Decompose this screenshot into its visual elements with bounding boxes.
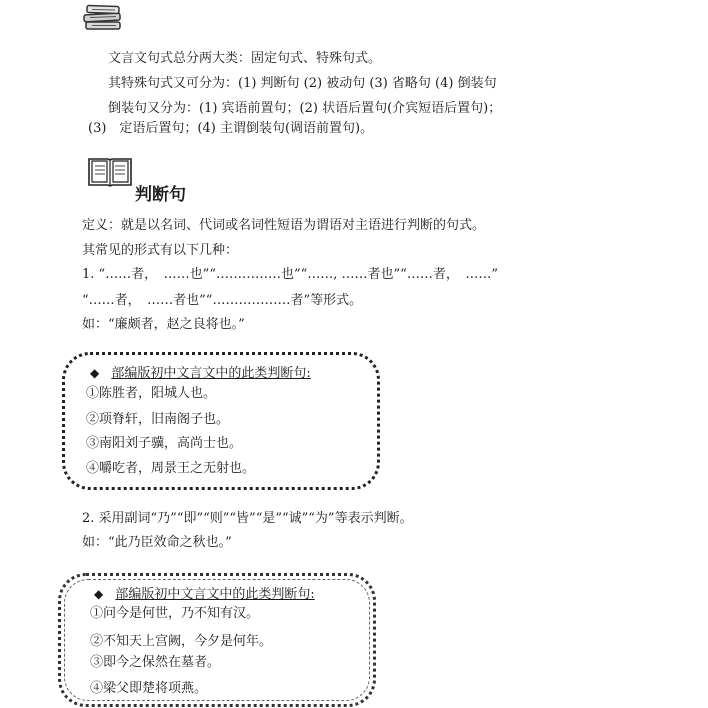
box1-item-3: ③南阳刘子骥，高尚士也。	[86, 436, 243, 451]
box2-item-3: ③即今之保然在墓者。	[90, 655, 221, 670]
form2-example: 如：“此乃臣效命之秋也。”	[82, 535, 232, 550]
form1-line-2: “……者， ……者也”“………………者”等形式。	[82, 293, 363, 308]
form1-example: 如：“廉颇者，赵之良将也。”	[82, 317, 245, 332]
diamond-bullet-icon: ◆	[94, 587, 104, 601]
intro-line-2: 其特殊句式又可分为：(1) 判断句 (2) 被动句 (3) 省略句 (4) 倒装句	[108, 76, 497, 91]
box2-header	[94, 586, 315, 603]
box1-header	[90, 365, 311, 382]
definition-line-1: 定义：就是以名词、代词或名词性短语为谓语对主语进行判断的句式。	[82, 218, 486, 233]
open-book-icon	[86, 155, 134, 189]
intro-line-1: 文言文句式总分两大类：固定句式、特殊句式。	[108, 51, 382, 66]
books-stack-icon	[82, 2, 126, 32]
box2-title: 部编版初中文言文中的此类判断句:	[115, 587, 315, 602]
box2-item-4: ④梁父即楚将项燕。	[90, 681, 208, 696]
form2-line-1: 2. 采用副词“乃”“即”“则”“皆”“是”“诚”“为”等表示判断。	[82, 511, 413, 526]
definition-line-2: 其常见的形式有以下几种：	[82, 243, 239, 258]
section-title: 判断句	[135, 185, 186, 205]
box1-item-4: ④嚼吃者，周景王之无射也。	[86, 461, 256, 476]
diamond-bullet-icon: ◆	[90, 366, 100, 380]
box1-item-2: ②项脊轩，旧南阁子也。	[86, 412, 230, 427]
box1-title: 部编版初中文言文中的此类判断句:	[111, 366, 311, 381]
form1-line-1: 1. “……者， ……也”“……………也”“……, ……者也”“……者， ……”	[82, 267, 498, 282]
box2-item-1: ①问今是何世，乃不知有汉。	[90, 606, 260, 621]
box1-item-1: ①陈胜者，阳城人也。	[86, 386, 217, 401]
box2-item-2: ②不知天上宫阙，今夕是何年。	[90, 634, 273, 649]
intro-line-3: 倒装句又分为：(1) 宾语前置句；(2) 状语后置句(介宾短语后置句)；	[108, 101, 502, 116]
intro-line-4: (3) 定语后置句；(4) 主谓倒装句(调语前置句)。	[88, 121, 374, 136]
